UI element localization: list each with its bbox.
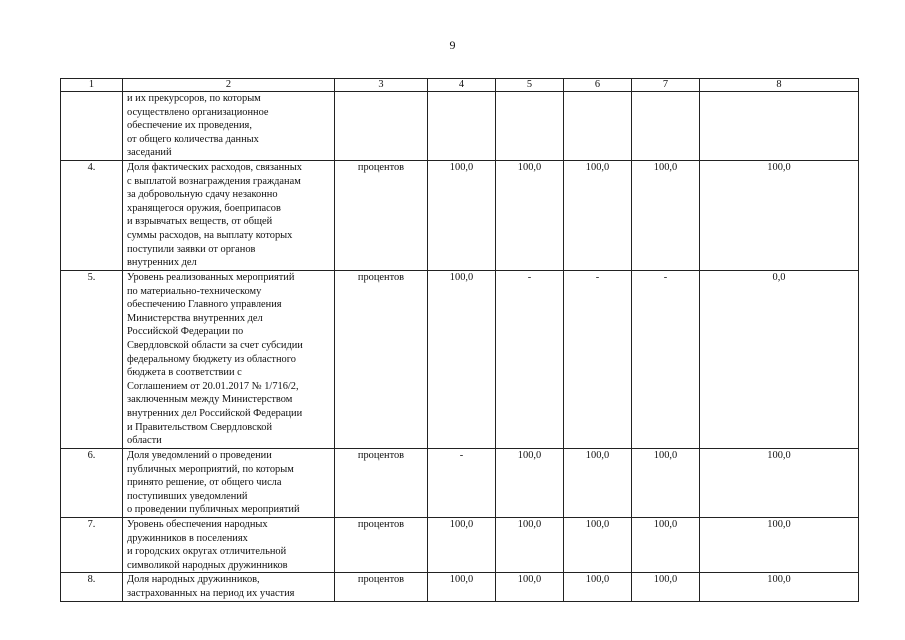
row-number: 8. — [61, 573, 123, 601]
value-cell: 100,0 — [632, 517, 700, 572]
indicator-name: Доля народных дружинников, застрахованных на период их участия — [123, 573, 335, 601]
value-cell: 100,0 — [700, 517, 859, 572]
unit-cell: процентов — [335, 161, 428, 271]
value-cell: 100,0 — [564, 161, 632, 271]
value-cell: - — [496, 271, 564, 449]
row-number — [61, 92, 123, 161]
value-cell: 100,0 — [496, 573, 564, 601]
row-number: 4. — [61, 161, 123, 271]
unit-cell: процентов — [335, 271, 428, 449]
value-cell: 100,0 — [632, 161, 700, 271]
header-cell: 7 — [632, 79, 700, 92]
page-number: 9 — [449, 38, 456, 52]
value-cell: 100,0 — [428, 517, 496, 572]
value-cell: 100,0 — [496, 517, 564, 572]
table-row — [61, 161, 859, 271]
row-number: 5. — [61, 271, 123, 449]
value-cell: 100,0 — [700, 161, 859, 271]
indicator-name: Доля уведомлений о проведении публичных мероприятий, по которым принято решение, от общего числа поступивших уведомлений о проведении публичных мероприятий — [123, 449, 335, 518]
unit-cell — [335, 92, 428, 161]
value-cell: 100,0 — [496, 161, 564, 271]
value-cell: - — [632, 271, 700, 449]
unit-cell: процентов — [335, 573, 428, 601]
value-cell: 100,0 — [700, 573, 859, 601]
header-cell: 6 — [564, 79, 632, 92]
table-header-row — [61, 79, 859, 92]
value-cell: 100,0 — [564, 573, 632, 601]
value-cell: 100,0 — [428, 161, 496, 271]
value-cell: 100,0 — [700, 449, 859, 518]
value-cell: - — [564, 271, 632, 449]
value-cell: 100,0 — [564, 449, 632, 518]
indicator-name: Уровень обеспечения народных дружинников в поселениях и городских округах отличительной символикой народных дружинников — [123, 517, 335, 572]
header-cell: 3 — [335, 79, 428, 92]
value-cell — [632, 92, 700, 161]
value-cell: 100,0 — [428, 573, 496, 601]
value-cell: 0,0 — [700, 271, 859, 449]
value-cell — [496, 92, 564, 161]
unit-cell: процентов — [335, 449, 428, 518]
indicator-name: и их прекурсоров, по которым осуществлено организационное обеспечение их проведения, от общего количества данных заседаний — [123, 92, 335, 161]
value-cell: - — [428, 449, 496, 518]
value-cell: 100,0 — [632, 573, 700, 601]
table-row — [61, 271, 859, 449]
value-cell: 100,0 — [496, 449, 564, 518]
header-cell: 8 — [700, 79, 859, 92]
header-cell: 1 — [61, 79, 123, 92]
table-row — [61, 449, 859, 518]
table-row — [61, 517, 859, 572]
header-cell: 5 — [496, 79, 564, 92]
header-cell: 4 — [428, 79, 496, 92]
row-number: 6. — [61, 449, 123, 518]
header-cell: 2 — [123, 79, 335, 92]
unit-cell: процентов — [335, 517, 428, 572]
row-number: 7. — [61, 517, 123, 572]
indicators-table — [60, 78, 859, 602]
table-row — [61, 92, 859, 161]
value-cell: 100,0 — [428, 271, 496, 449]
value-cell: 100,0 — [564, 517, 632, 572]
indicator-name: Доля фактических расходов, связанных с выплатой вознаграждения гражданам за добровольную сдачу незаконно хранящегося оружия, боеприпасов и взрывчатых веществ, от общей суммы расходов, на выплату которых поступили заявки от органов внутренних дел — [123, 161, 335, 271]
table-row — [61, 573, 859, 601]
value-cell — [428, 92, 496, 161]
indicator-name: Уровень реализованных мероприятий по материально-техническому обеспечению Главного управления Министерства внутренних дел Российской Федерации по Свердловской области за счет субсидии федеральному бюджету из областного бюджета в соответствии с Соглашением от 20.01.2017 № 1/716/2, заключенным между Министерством внутренних дел Российской Федерации и Правительством Свердловской области — [123, 271, 335, 449]
value-cell — [700, 92, 859, 161]
value-cell — [564, 92, 632, 161]
value-cell: 100,0 — [632, 449, 700, 518]
